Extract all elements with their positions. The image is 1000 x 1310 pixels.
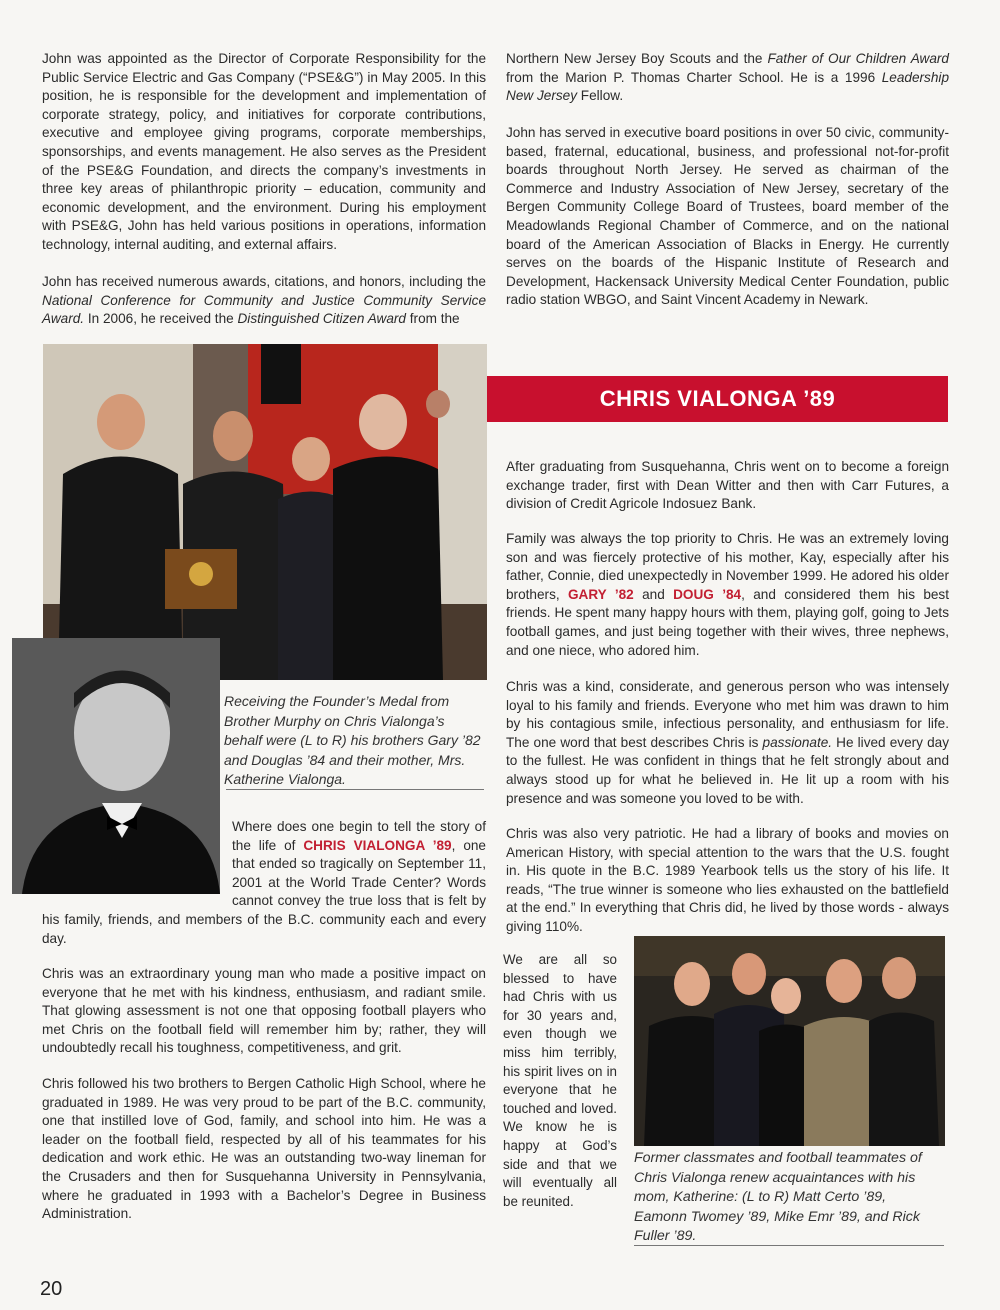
highlighted-name: GARY ’82 (567, 586, 634, 602)
article-paragraph: Chris was an extraordinary young man who made a positive impact on everyone that he met with his kindness, enthusiasm, and radiant smile. That glowing assessment is not one that opposing football players who met Chris on the football field will remember him by; rather, they will undoubtedly recall his toughness, competitiveness, and grit. (42, 966, 486, 1056)
text-run: Family was always the top priority to Chris. He was an extremely loving son and was fiercely protective of his mother, Kay, especially after his father, Connie, died unexpectedly in November 1999. He adored his older brothers, (506, 531, 949, 602)
caption-rule (634, 1245, 944, 1246)
highlighted-name: DOUG ’84 (673, 586, 742, 602)
photo-illustration (43, 344, 487, 680)
caption-rule (226, 789, 484, 790)
text-run: In 2006, he received the (84, 311, 238, 327)
article-paragraph: We are all so blessed to have had Chris with us for 30 years and, even though we miss him terribly, his spirit lives on in everyone that he touched and loved. We know he is happy at God’s side and that we will eventually all be reunited. (503, 952, 617, 1209)
text-run: from the Marion P. Thomas Charter School. He is a 1996 (506, 69, 882, 85)
award-name: Father of Our Children Award (767, 51, 949, 66)
float-spacer (42, 818, 232, 896)
highlighted-name: CHRIS VIALONGA ’89 (303, 837, 452, 853)
photo-caption: Receiving the Founder’s Medal from Brother Murphy on Chris Vialonga’s behalf were (L to R) his brothers Gary ’82 and Douglas ’84 and their mother, Mrs. Katherine Vialonga. (224, 693, 481, 787)
text-run: Where does one begin to tell the story of the life of (232, 819, 486, 853)
intro-paragraph-wrap (42, 818, 486, 948)
article-paragraph: Chris was also very patriotic. He had a library of books and movies on American History, with special attention to the wars that the U.S. fought in. His quote in the B.C. 1989 Yearbook tells us the story of his life. It reads, “The true winner is someone who lies exhausted on the battlefield at the end.” In everything that Chris did, he lived by those words - always giving 110%. (506, 826, 949, 934)
article-paragraph: John was appointed as the Director of Corporate Responsibility for the Public Service Electric and Gas Company (“PSE&G”) in May 2005. In this position, he is responsible for the development and implementation of corporate strategy, policy, and initiatives for corporate contributions, executive and employee giving programs, corporate memberships, sponsorships, and events management. He also serves as the President of the PSE&G Foundation, and directs the company’s investments in three key areas of philanthropic priority – education, community and economic development, and the environment. During his employment with PSE&G, John has held various positions in operations, information technology, internal auditing, and external affairs. (42, 51, 486, 252)
award-name: Distinguished Citizen Award (237, 311, 406, 327)
text-run: He lived every day to the fullest. He was confident in things that he felt strongly about and always stood up for what he believed in. He lit up a room with his presence and was someone you loved to be with. (506, 734, 949, 806)
text-run: Fellow. (577, 88, 624, 104)
article-paragraph: Chris followed his two brothers to Bergen Catholic High School, where he graduated in 1989. He was very proud to be part of the B.C. community, one that instilled love of God, family, and school into him. He was a leader on the football field, respected by all of his teammates for his dedication and work ethic. He was an outstanding two-way lineman for the Crusaders and then for Susquehanna University in Pennsylvania, where he graduated in 1993 with a Bachelor’s Degree in Business Administration. (42, 1076, 486, 1222)
article-paragraph (506, 530, 949, 660)
article-paragraph (506, 50, 949, 106)
article-paragraph (506, 678, 949, 808)
emphasis-word: passionate. (762, 734, 833, 750)
photo-illustration (634, 936, 945, 1146)
article-paragraph: After graduating from Susquehanna, Chris went on to become a foreign exchange trader, first with Dean Witter and then with Carr Futures, a division of Credit Agricole Indosuez Bank. (506, 459, 949, 512)
founders-medal-photo (43, 344, 487, 680)
photo-caption: Former classmates and football teammates of Chris Vialonga renew acquaintances with his mom, Katherine: (L to R) Matt Certo ’89, Eamonn Twomey ’89, Mike Emr ’89, and Rick Fuller ’89. (634, 1150, 922, 1244)
award-name: National Conference for Community and Justice Community Service Award. (42, 292, 486, 327)
article-paragraph: John has served in executive board positions in over 50 civic, community-based, fraternal, educational, business, and professional not-for-profit boards throughout North Jersey. He served as chairman of the Commerce and Industry Association of New Jersey, secretary of the Bergen Community College Board of Trustees, board member of the Meadowlands Regional Chamber of Commerce, and on the national board of the American Association of Blacks in Energy. He currently serves on the boards of the Hispanic Institute of Research and Development, Hackensack University Medical Center Foundation, public radio station WBGO, and Saint Vincent Academy in Newark. (506, 125, 949, 308)
classmates-photo (634, 936, 945, 1146)
text-run: , and considered them his best friends. He spent many happy hours with them, playing golf, going to Jets football games, and just being together with their wives, three nephews, and one niece, who adored him. (506, 586, 950, 658)
page-number: 20 (40, 1278, 63, 1300)
section-title-banner: CHRIS VIALONGA ’89 (487, 376, 948, 422)
text-run: John has received numerous awards, citations, and honors, including the (42, 274, 486, 289)
text-run: Northern New Jersey Boy Scouts and the (506, 51, 768, 66)
text-run: from the (405, 311, 460, 327)
fellowship-name: Leadership New Jersey (506, 69, 949, 104)
text-run: Chris was a kind, considerate, and generous person who was intensely loyal to his family and friends. Everyone who met him was drawn to him by his contagious smile, infectious personality, and enthusiasm for life. The one word that best describes Chris is (506, 679, 949, 750)
article-paragraph (42, 273, 486, 329)
text-run: , one that ended so tragically on September 11, 2001 at the World Trade Center? Words cannot convey the true loss that is felt by his family, friends, and members of the B.C. community each and every day. (42, 837, 486, 946)
text-run: and (633, 586, 674, 602)
